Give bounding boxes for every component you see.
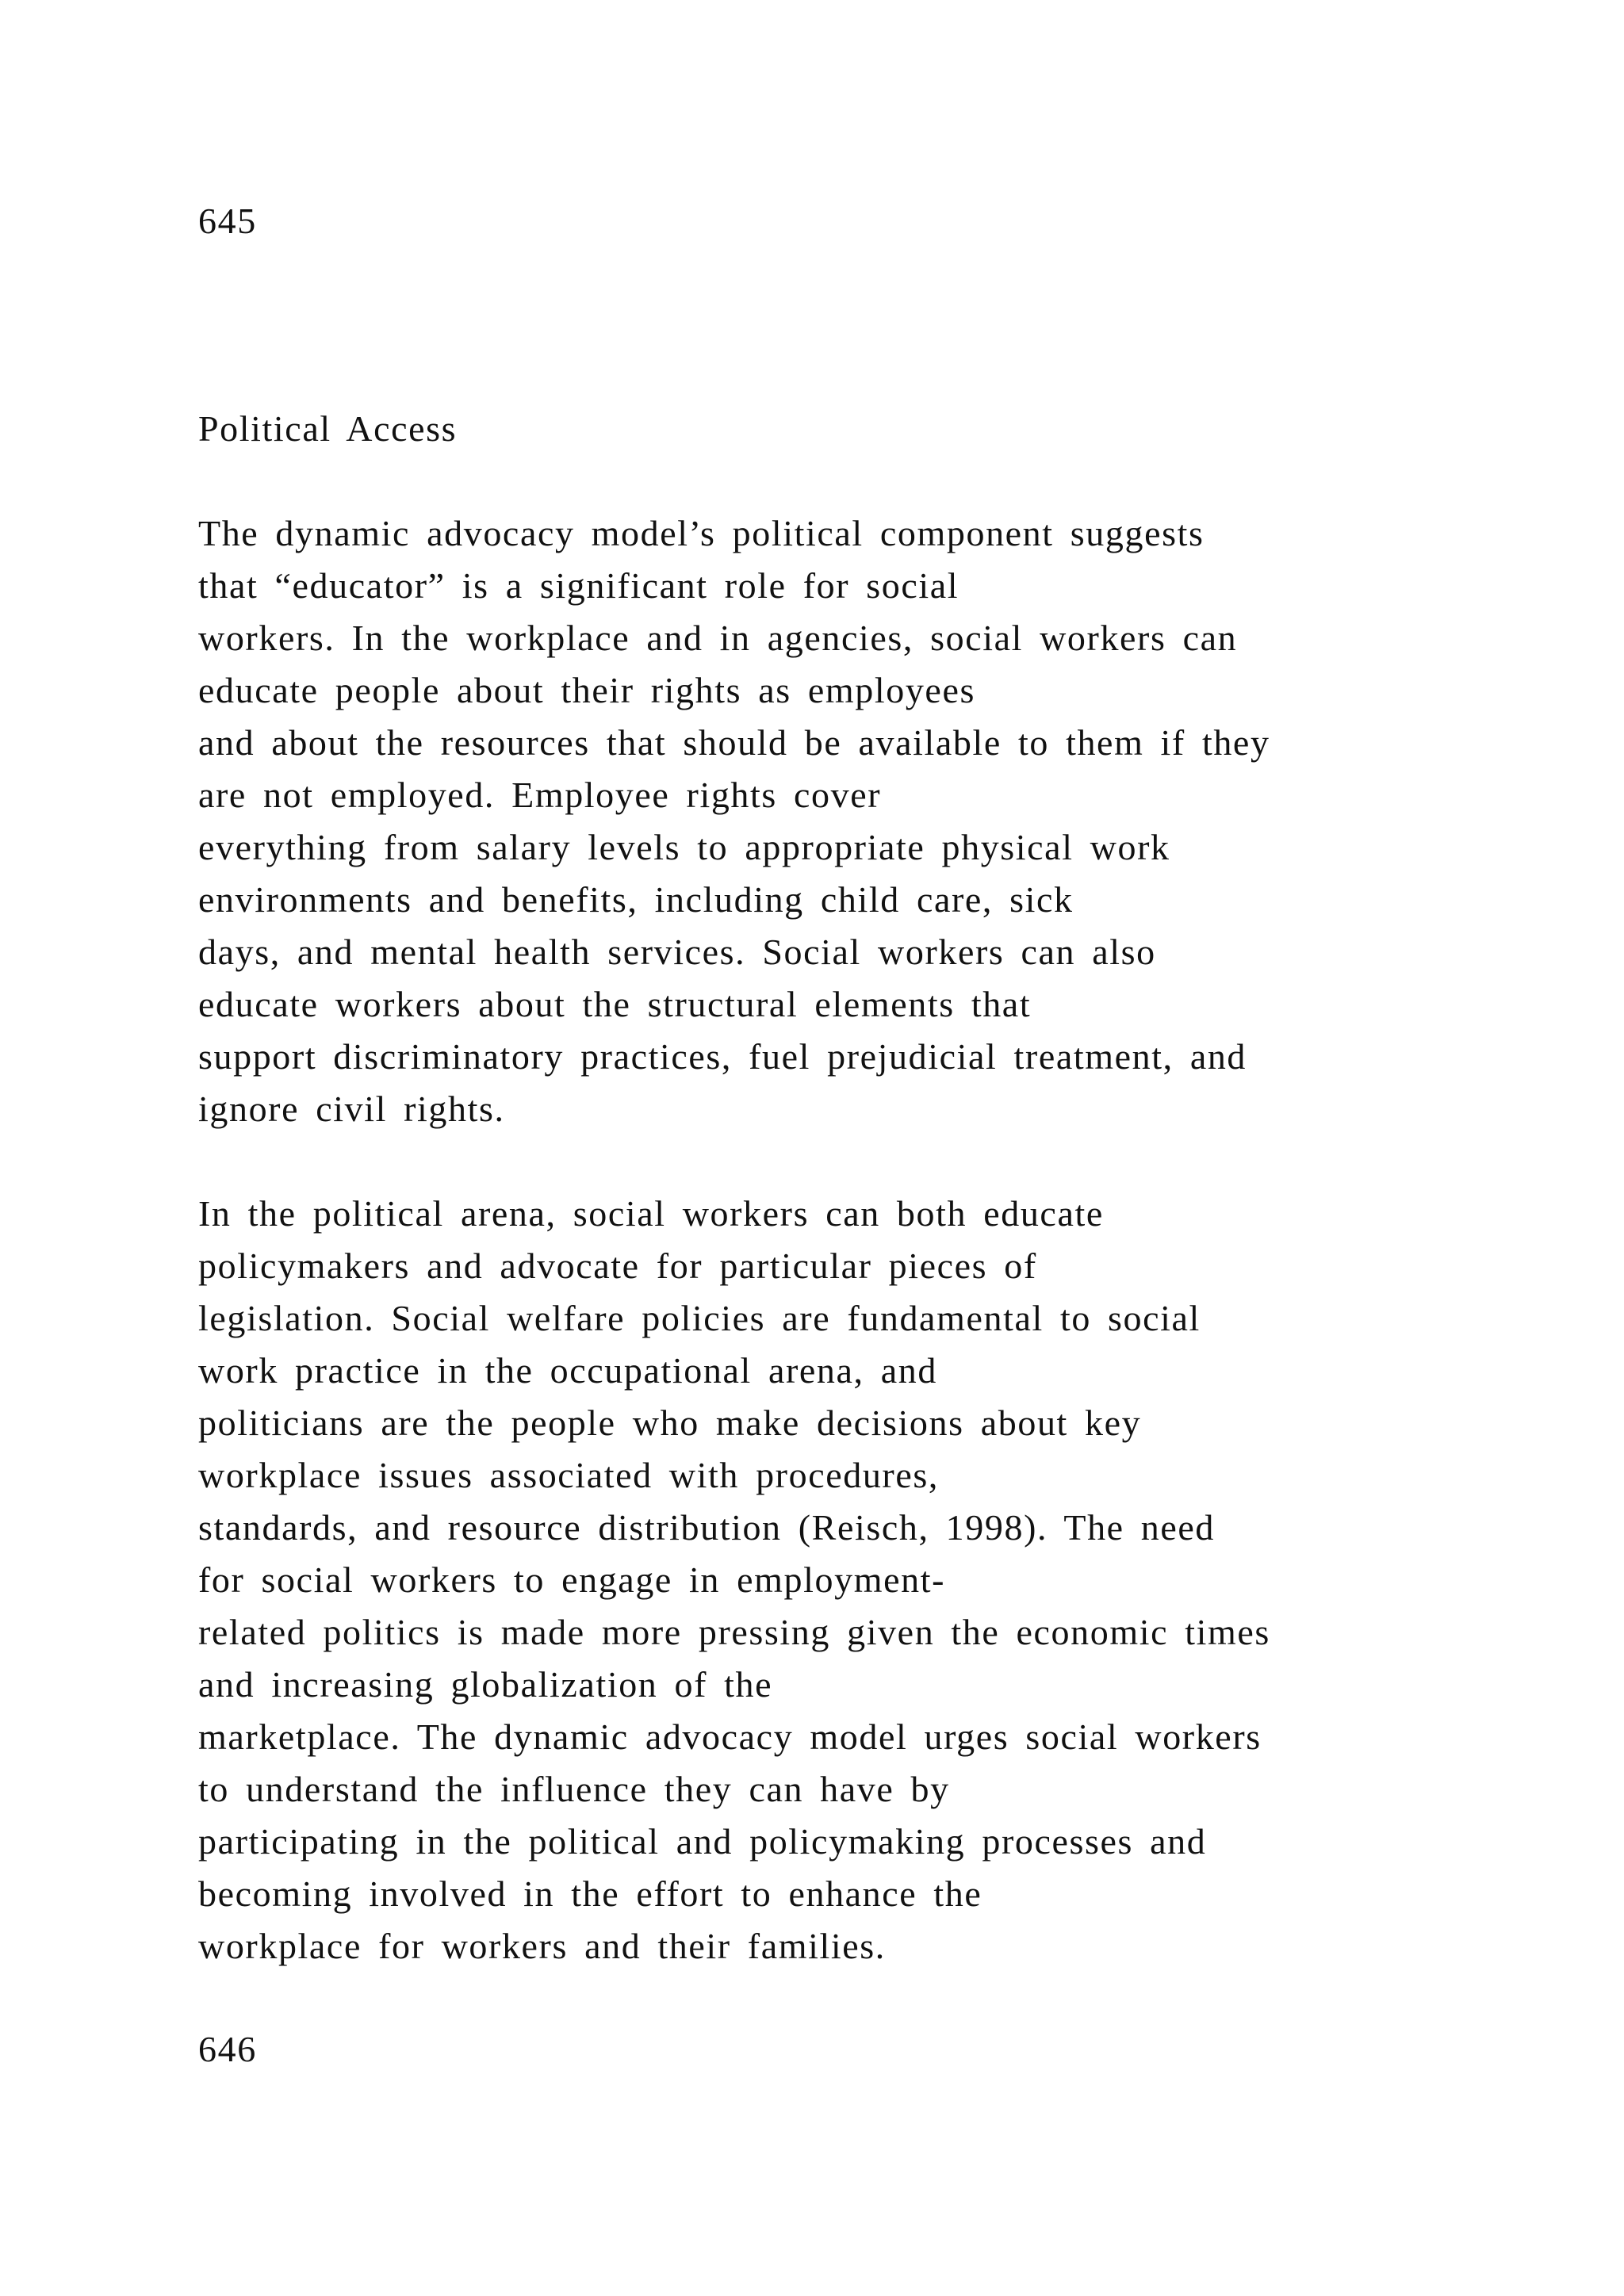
text-line: and about the resources that should be available to them if they (198, 722, 1270, 763)
text-line: environments and benefits, including child care, sick (198, 879, 1074, 920)
text-line: In the political arena, social workers can both educate (198, 1193, 1104, 1234)
text-line: marketplace. The dynamic advocacy model urges social workers (198, 1716, 1262, 1757)
text-line: related politics is made more pressing given the economic times (198, 1612, 1270, 1652)
text-line: support discriminatory practices, fuel prejudicial treatment, and (198, 1036, 1247, 1077)
text-line: politicians are the people who make decisions about key (198, 1402, 1142, 1443)
text-line: workplace for workers and their families. (198, 1926, 886, 1966)
page-number: 645 (198, 201, 257, 241)
section-heading: Political Access (198, 408, 458, 449)
text-line: days, and mental health services. Social workers can also (198, 932, 1156, 972)
text-line: and increasing globalization of the (198, 1664, 773, 1705)
text-line: are not employed. Employee rights cover (198, 775, 882, 815)
text-line: workplace issues associated with procedures, (198, 1455, 939, 1495)
text-line: standards, and resource distribution (Reisch, 1998). The need (198, 1507, 1216, 1548)
text-line: ignore civil rights. (198, 1089, 505, 1129)
page-number: 646 (198, 2029, 257, 2069)
text-line: workers. In the workplace and in agencies, social workers can (198, 618, 1238, 658)
text-line: educate people about their rights as employees (198, 670, 975, 710)
text-line: policymakers and advocate for particular pieces of (198, 1246, 1037, 1286)
text-line: becoming involved in the effort to enhance the (198, 1873, 982, 1914)
text-line: educate workers about the structural elements that (198, 984, 1032, 1024)
text-line: participating in the political and policymaking processes and (198, 1821, 1207, 1862)
text-line: legislation. Social welfare policies are fundamental to social (198, 1298, 1201, 1338)
text-line: to understand the influence they can have by (198, 1769, 950, 1809)
text-line: for social workers to engage in employment- (198, 1559, 945, 1600)
text-line: work practice in the occupational arena, and (198, 1350, 937, 1391)
text-line: The dynamic advocacy model’s political component suggests (198, 513, 1205, 553)
text-line: everything from salary levels to appropriate physical work (198, 827, 1170, 867)
text-line: that “educator” is a significant role for social (198, 565, 959, 606)
